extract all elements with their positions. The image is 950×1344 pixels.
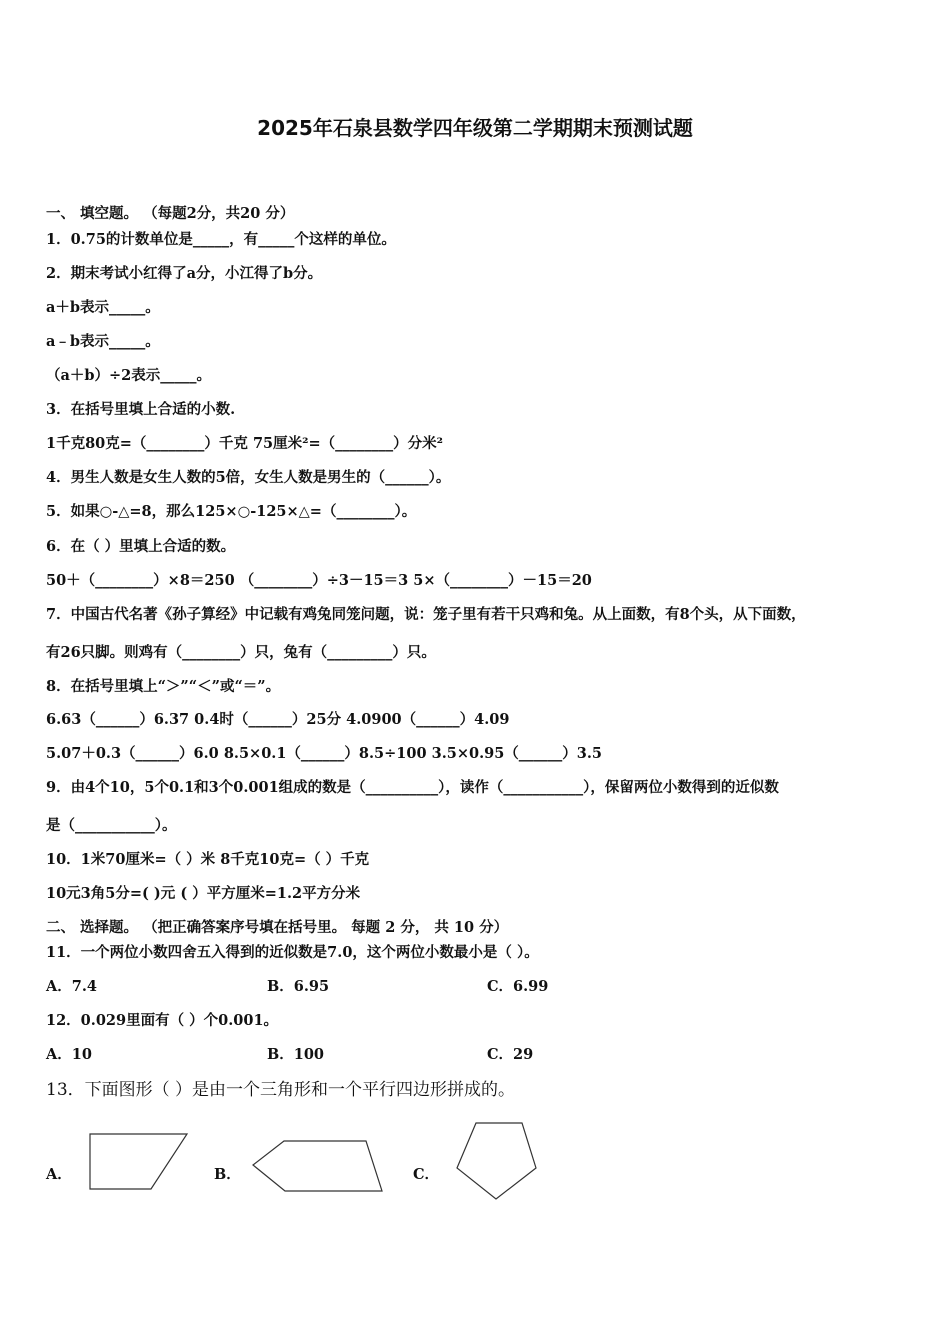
question-8-row-2: 5.07＋0.3（______）6.0 8.5×0.1（______）8.5÷100 3.5×0.95（______）3.5	[46, 745, 603, 762]
question-2: 2．期末考试小红得了a分，小江得了b分。	[46, 265, 323, 282]
question-2-part-b: a﹣b表示_____。	[46, 333, 160, 350]
q11-option-a: A．7.4	[46, 978, 97, 995]
page-title: 2025年石泉县数学四年级第二学期期末预测试题	[257, 116, 693, 140]
question-10-cont: 10元3角5分=( )元 ( ）平方厘米=1.2平方分米	[46, 885, 361, 902]
q12-option-b: B．100	[267, 1046, 325, 1063]
question-2-part-a: a＋b表示_____。	[46, 299, 160, 316]
figure-a-trapezoid-shape	[84, 1128, 194, 1194]
question-1: 1．0.75的计数单位是_____，有_____个这样的单位。	[46, 231, 396, 248]
question-8: 8．在括号里填上“＞”“＜”或“＝”。	[46, 678, 281, 695]
question-2-part-c: （a＋b）÷2表示_____。	[46, 367, 212, 384]
figure-b-pentagon-shape	[248, 1136, 388, 1196]
q11-option-b: B．6.95	[267, 978, 330, 995]
question-4: 4．男生人数是女生人数的5倍，女生人数是男生的（______）。	[46, 469, 451, 486]
question-7: 7．中国古代名著《孙子算经》中记载有鸡兔同笼问题，说：笼子里有若干只鸡和兔。从上面数，有8个头，从下面数，	[46, 606, 806, 623]
question-7-cont: 有26只脚。则鸡有（________）只，兔有（_________）只。	[46, 644, 436, 661]
question-9: 9．由4个10，5个0.1和3个0.001组成的数是（__________），读作（___________），保留两位小数得到的近似数	[46, 779, 779, 796]
question-6-items: 50＋（________）×8＝250 （________）÷3－15＝3 5×（________）－15＝20	[46, 572, 592, 589]
q13-option-b: B．	[214, 1166, 241, 1183]
question-12: 12．0.029里面有（ ）个0.001。	[46, 1012, 279, 1029]
question-10: 10．1米70厘米=（ ）米 8千克10克=（ ）千克	[46, 851, 370, 868]
question-3: 3．在括号里填上合适的小数.	[46, 401, 236, 418]
section-1-heading: 一、 填空题。 （每题2分，共20 分）	[46, 205, 295, 222]
question-13: 13．下面图形（ ）是由一个三角形和一个平行四边形拼成的。	[46, 1080, 516, 1100]
question-6: 6．在（ ）里填上合适的数。	[46, 538, 236, 555]
question-9-cont: 是（___________）。	[46, 817, 177, 834]
q13-option-c: C．	[413, 1166, 440, 1183]
question-11: 11．一个两位小数四舍五入得到的近似数是7.0，这个两位小数最小是（ ）。	[46, 944, 539, 961]
figure-c-regular-pentagon-shape	[452, 1118, 542, 1204]
question-5: 5．如果○-△=8，那么125×○-125×△=（________）。	[46, 503, 417, 520]
q12-option-c: C．29	[487, 1046, 534, 1063]
q11-option-c: C．6.99	[487, 978, 549, 995]
section-2-heading: 二、 选择题。 （把正确答案序号填在括号里。 每题 2 分， 共 10 分）	[46, 919, 509, 936]
question-3-items: 1千克80克=（________）千克 75厘米²=（________）分米²	[46, 435, 443, 452]
question-8-row-1: 6.63（______）6.37 0.4时（______）25分 4.0900（______）4.09	[46, 711, 510, 728]
q12-option-a: A．10	[46, 1046, 92, 1063]
q13-option-a: A．	[46, 1166, 72, 1183]
